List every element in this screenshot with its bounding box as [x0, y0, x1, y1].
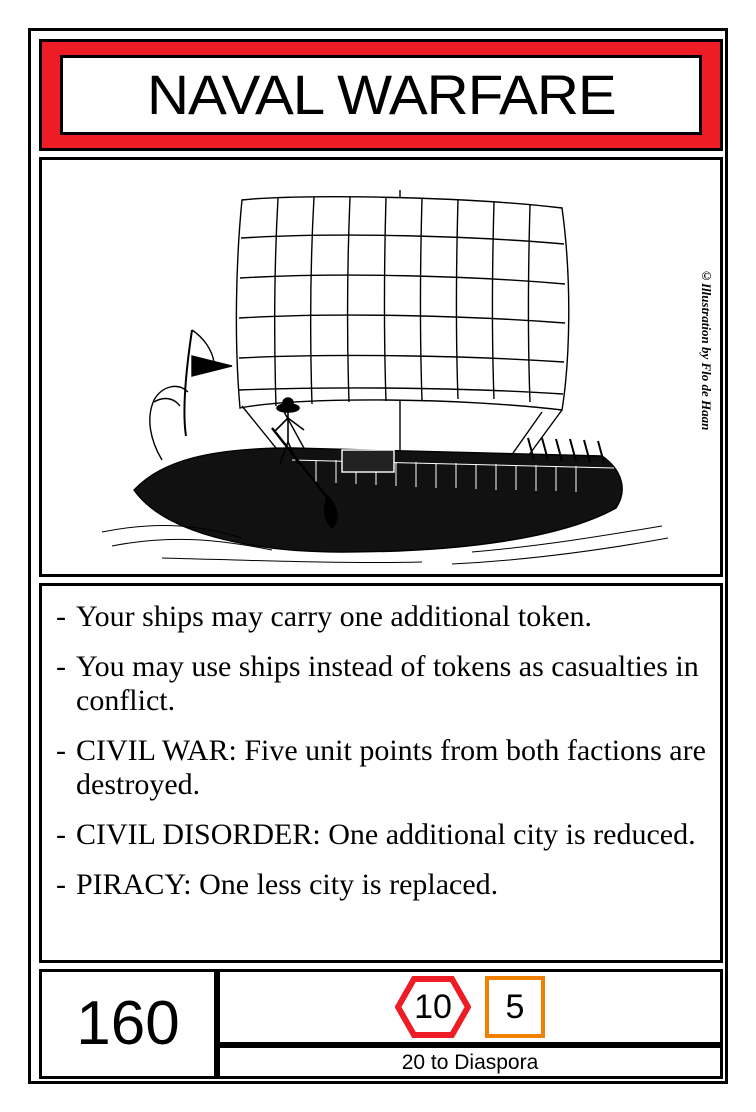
rule-bullet: -	[56, 600, 66, 633]
footer-note-box	[217, 1045, 723, 1079]
rule-bullet: -	[56, 818, 66, 851]
rule-item	[56, 818, 706, 852]
card-artwork	[39, 157, 723, 577]
ship-illustration-icon	[42, 160, 720, 574]
token-values-box	[217, 969, 723, 1045]
hex-token-value: 10	[414, 988, 452, 1026]
footer-note: 20 to Diaspora	[401, 1050, 539, 1074]
rule-bullet: -	[56, 868, 66, 901]
cost-box	[39, 969, 217, 1079]
card-title: NAVAL WARFARE	[146, 63, 616, 126]
card-title-plate	[60, 55, 702, 135]
rule-item	[56, 650, 706, 718]
footer-right	[217, 969, 723, 1079]
rule-text: CIVIL DISORDER: One additional city is reduced.	[76, 818, 696, 851]
rule-item	[56, 868, 706, 902]
rule-item	[56, 734, 706, 802]
illustration-credit: ©Illustration by Flo de Haan	[699, 268, 714, 431]
game-card	[28, 28, 728, 1084]
square-token	[485, 976, 545, 1038]
rule-text: PIRACY: One less city is replaced.	[76, 868, 499, 901]
card-footer	[39, 969, 723, 1079]
rule-text: Your ships may carry one additional token.	[76, 600, 593, 633]
square-token-value: 5	[505, 988, 525, 1026]
hex-token	[395, 976, 471, 1038]
cost-value: 160	[76, 989, 180, 1058]
rule-bullet: -	[56, 650, 66, 683]
rule-bullet: -	[56, 734, 66, 767]
rule-item	[56, 600, 706, 634]
rule-text: CIVIL WAR: Five unit points from both factions are destroyed.	[76, 734, 706, 801]
card-title-band	[39, 39, 723, 151]
card-rules-list	[39, 583, 723, 963]
rule-text: You may use ships instead of tokens as casualties in conflict.	[76, 650, 699, 717]
